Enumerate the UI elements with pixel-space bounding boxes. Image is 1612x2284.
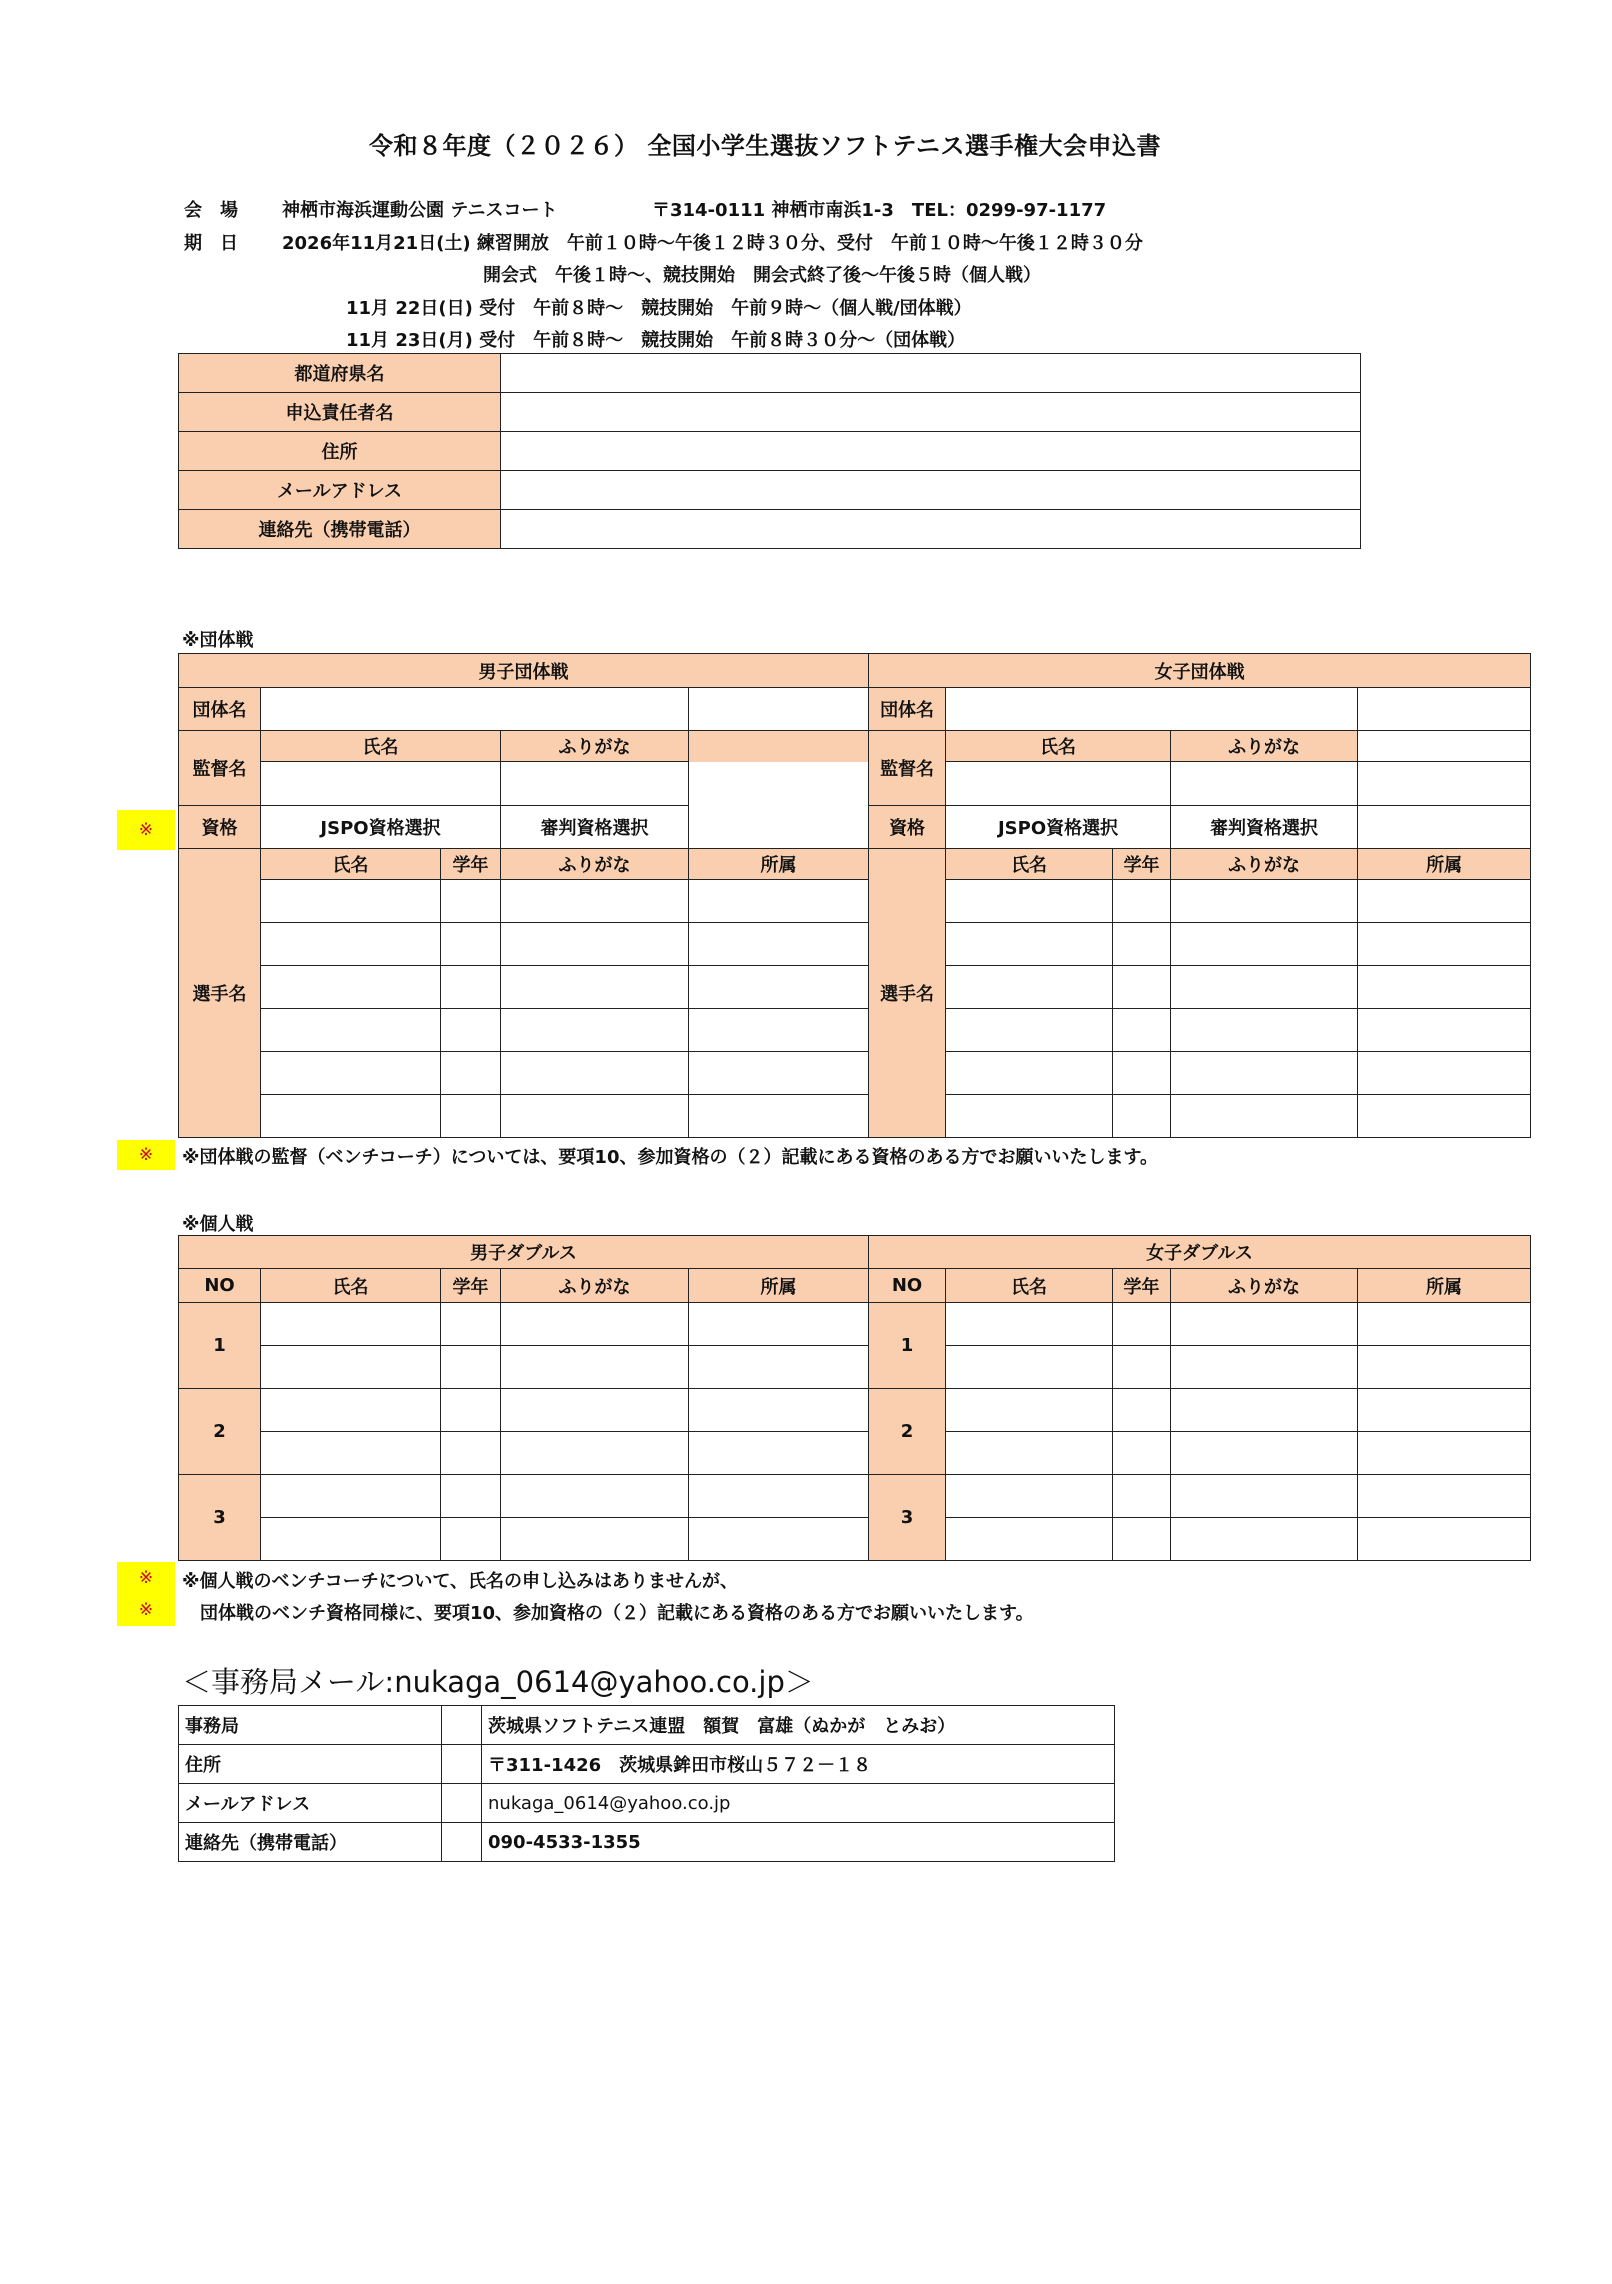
girls-doubles-name[interactable]	[946, 1518, 1113, 1561]
date-line-4: 11月 23日(月) 受付 午前８時～ 競技開始 午前８時３０分～（団体戦）	[346, 330, 966, 351]
girls-doubles-grade[interactable]	[1113, 1346, 1171, 1389]
girls-player-affiliation[interactable]	[1358, 1095, 1531, 1138]
girls-coach-furigana-col: ふりがな	[1171, 731, 1358, 762]
venue-label: 会 場	[184, 200, 238, 221]
girls-doubles-grade[interactable]	[1113, 1389, 1171, 1432]
boys-grade-col: 学年	[441, 1269, 501, 1303]
applicant-email-label: メールアドレス	[179, 471, 501, 510]
office-label: 事務局	[179, 1706, 442, 1745]
girls-player-name[interactable]	[946, 1095, 1113, 1138]
girls-pair-number: 2	[869, 1389, 946, 1475]
girls-player-grade[interactable]	[1113, 966, 1171, 1009]
girls-player-name[interactable]	[946, 880, 1113, 923]
boys-team-header: 男子団体戦	[179, 654, 869, 688]
applicant-email-field[interactable]	[501, 471, 1361, 510]
team-player-row	[179, 880, 1531, 923]
boys-doubles-grade[interactable]	[441, 1475, 501, 1518]
boys-no-col: NO	[179, 1269, 261, 1303]
venue-name: 神栖市海浜運動公園 テニスコート	[282, 200, 558, 221]
girls-team-header: 女子団体戦	[869, 654, 1531, 688]
boys-player-grade[interactable]	[441, 923, 501, 966]
team-note: ※団体戦の監督（ベンチコーチ）については、要項10、参加資格の（２）記載にある資格のある方でお願いいたします。	[182, 1147, 1159, 1168]
girls-player-name[interactable]	[946, 1009, 1113, 1052]
boys-name-col: 氏名	[261, 1269, 441, 1303]
boys-player-furigana[interactable]	[501, 923, 689, 966]
girls-pair-number: 3	[869, 1475, 946, 1561]
girls-doubles-affiliation[interactable]	[1358, 1475, 1531, 1518]
girls-pair-number: 1	[869, 1303, 946, 1389]
boys-player-affiliation[interactable]	[689, 880, 869, 923]
boys-player-name[interactable]	[261, 1052, 441, 1095]
qual-mark: ※	[117, 810, 175, 850]
date-line-1: 2026年11月21日(土) 練習開放 午前１０時～午後１２時３０分、受付 午前１０時～午後１２時３０分	[282, 233, 1143, 254]
girls-player-affiliation[interactable]	[1358, 1009, 1531, 1052]
boys-pair-number: 2	[179, 1389, 261, 1475]
girls-player-furigana-col: ふりがな	[1171, 849, 1358, 880]
team-player-row	[179, 966, 1531, 1009]
girls-doubles-grade[interactable]	[1113, 1432, 1171, 1475]
boys-affiliation-col: 所属	[689, 1269, 869, 1303]
office-title: ＜事務局メール:nukaga_0614@yahoo.co.jp＞	[182, 1665, 814, 1699]
girls-player-affiliation[interactable]	[1358, 880, 1531, 923]
boys-doubles-name[interactable]	[261, 1475, 441, 1518]
girls-doubles-name[interactable]	[946, 1389, 1113, 1432]
boys-player-furigana[interactable]	[501, 1052, 689, 1095]
applicant-prefecture-label: 都道府県名	[179, 354, 501, 393]
girls-coach-label: 監督名	[869, 731, 946, 806]
boys-coach-furigana-field[interactable]	[501, 762, 689, 806]
office-spacer	[442, 1706, 482, 1745]
girls-player-furigana[interactable]	[1171, 1052, 1358, 1095]
office-address-value: 〒311-1426 茨城県鉾田市桜山５７２－１８	[482, 1745, 1115, 1784]
applicant-person-field[interactable]	[501, 393, 1361, 432]
girls-player-grade-col: 学年	[1113, 849, 1171, 880]
girls-jspo-select[interactable]: JSPO資格選択	[946, 806, 1171, 849]
girls-players-label: 選手名	[869, 849, 946, 1138]
girls-doubles-grade[interactable]	[1113, 1518, 1171, 1561]
page-title: 令和８年度（２０２６） 全国小学生選抜ソフトテニス選手権大会申込書	[369, 132, 1161, 160]
boys-player-affiliation[interactable]	[689, 966, 869, 1009]
boys-coach-name-field[interactable]	[261, 762, 501, 806]
applicant-phone-label: 連絡先（携帯電話）	[179, 510, 501, 549]
boys-team-name-extra[interactable]	[689, 688, 869, 731]
boys-doubles-grade[interactable]	[441, 1389, 501, 1432]
team-player-row	[179, 923, 1531, 966]
girls-doubles-furigana[interactable]	[1171, 1346, 1358, 1389]
boys-doubles-name[interactable]	[261, 1432, 441, 1475]
boys-doubles-furigana[interactable]	[501, 1475, 689, 1518]
girls-player-affiliation[interactable]	[1358, 1052, 1531, 1095]
girls-doubles-name[interactable]	[946, 1346, 1113, 1389]
boys-team-name-field[interactable]	[261, 688, 689, 731]
individual-table	[178, 1235, 1531, 1561]
boys-player-name[interactable]	[261, 880, 441, 923]
boys-doubles-grade[interactable]	[441, 1432, 501, 1475]
boys-jspo-select[interactable]: JSPO資格選択	[261, 806, 501, 849]
girls-doubles-affiliation[interactable]	[1358, 1432, 1531, 1475]
girls-player-furigana[interactable]	[1171, 880, 1358, 923]
boys-doubles-affiliation[interactable]	[689, 1303, 869, 1346]
boys-coach-blank-cell	[689, 731, 869, 762]
boys-doubles-furigana[interactable]	[501, 1303, 689, 1346]
boys-pair-number: 1	[179, 1303, 261, 1389]
boys-player-grade[interactable]	[441, 1009, 501, 1052]
boys-player-grade[interactable]	[441, 1095, 501, 1138]
girls-coach-furigana-field[interactable]	[1171, 762, 1358, 806]
individual-note-mark-1: ※	[138, 1568, 154, 1588]
boys-player-name[interactable]	[261, 1009, 441, 1052]
boys-team-name-label: 団体名	[179, 688, 261, 731]
individual-note-mark-2: ※	[138, 1600, 154, 1620]
girls-doubles-grade[interactable]	[1113, 1475, 1171, 1518]
boys-player-grade[interactable]	[441, 966, 501, 1009]
boys-player-furigana[interactable]	[501, 880, 689, 923]
date-line-2: 開会式 午後１時～、競技開始 開会式終了後～午後５時（個人戦）	[483, 265, 1041, 286]
girls-doubles-affiliation[interactable]	[1358, 1346, 1531, 1389]
boys-doubles-grade[interactable]	[441, 1303, 501, 1346]
boys-coach-name-col: 氏名	[261, 731, 501, 762]
girls-doubles-name[interactable]	[946, 1432, 1113, 1475]
boys-player-furigana[interactable]	[501, 966, 689, 1009]
applicant-person-label: 申込責任者名	[179, 393, 501, 432]
boys-coach-label: 監督名	[179, 731, 261, 806]
boys-players-label: 選手名	[179, 849, 261, 1138]
girls-coach-extra-2	[1358, 762, 1531, 806]
girls-coach-name-field[interactable]	[946, 762, 1171, 806]
boys-player-furigana[interactable]	[501, 1095, 689, 1138]
office-email-label: メールアドレス	[179, 1784, 442, 1823]
doubles-row	[179, 1389, 1531, 1432]
boys-player-name[interactable]	[261, 1095, 441, 1138]
office-spacer	[442, 1745, 482, 1784]
applicant-prefecture-field[interactable]	[501, 354, 1361, 393]
boys-player-name-col: 氏名	[261, 849, 441, 880]
team-section-label: ※団体戦	[182, 630, 254, 651]
girls-doubles-furigana[interactable]	[1171, 1475, 1358, 1518]
girls-doubles-furigana[interactable]	[1171, 1303, 1358, 1346]
boys-player-affiliation[interactable]	[689, 923, 869, 966]
boys-furigana-col: ふりがな	[501, 1269, 689, 1303]
girls-doubles-furigana[interactable]	[1171, 1518, 1358, 1561]
girls-player-furigana[interactable]	[1171, 966, 1358, 1009]
boys-player-grade[interactable]	[441, 1052, 501, 1095]
boys-player-affiliation[interactable]	[689, 1052, 869, 1095]
boys-doubles-furigana[interactable]	[501, 1518, 689, 1561]
boys-doubles-furigana[interactable]	[501, 1346, 689, 1389]
individual-note-1: ※個人戦のベンチコーチについて、氏名の申し込みはありませんが、	[182, 1571, 739, 1592]
applicant-phone-field[interactable]	[501, 510, 1361, 549]
boys-player-furigana[interactable]	[501, 1009, 689, 1052]
office-table	[178, 1705, 1115, 1862]
girls-player-furigana[interactable]	[1171, 1095, 1358, 1138]
boys-doubles-affiliation[interactable]	[689, 1518, 869, 1561]
boys-player-affiliation[interactable]	[689, 1009, 869, 1052]
boys-referee-select[interactable]: 審判資格選択	[501, 806, 689, 849]
girls-referee-select[interactable]: 審判資格選択	[1171, 806, 1358, 849]
girls-team-name-label: 団体名	[869, 688, 946, 731]
girls-doubles-affiliation[interactable]	[1358, 1303, 1531, 1346]
girls-coach-name-col: 氏名	[946, 731, 1171, 762]
girls-furigana-col: ふりがな	[1171, 1269, 1358, 1303]
office-phone-value: 090-4533-1355	[482, 1823, 1115, 1862]
boys-doubles-affiliation[interactable]	[689, 1475, 869, 1518]
girls-player-grade[interactable]	[1113, 1009, 1171, 1052]
boys-doubles-affiliation[interactable]	[689, 1346, 869, 1389]
boys-coach-furigana-col: ふりがな	[501, 731, 689, 762]
boys-doubles-affiliation[interactable]	[689, 1389, 869, 1432]
girls-player-furigana[interactable]	[1171, 923, 1358, 966]
applicant-table	[178, 353, 1361, 549]
team-player-row	[179, 1009, 1531, 1052]
girls-player-grade[interactable]	[1113, 880, 1171, 923]
team-table	[178, 653, 1531, 1138]
applicant-address-label: 住所	[179, 432, 501, 471]
girls-player-name-col: 氏名	[946, 849, 1113, 880]
girls-doubles-name[interactable]	[946, 1303, 1113, 1346]
girls-qual-label: 資格	[869, 806, 946, 849]
girls-doubles-name[interactable]	[946, 1475, 1113, 1518]
office-value: 茨城県ソフトテニス連盟 額賀 富雄（ぬかが とみお）	[482, 1706, 1115, 1745]
boys-doubles-grade[interactable]	[441, 1346, 501, 1389]
girls-grade-col: 学年	[1113, 1269, 1171, 1303]
date-line-3: 11月 22日(日) 受付 午前８時～ 競技開始 午前９時～（個人戦/団体戦）	[346, 298, 972, 319]
boys-doubles-grade[interactable]	[441, 1518, 501, 1561]
girls-player-furigana[interactable]	[1171, 1009, 1358, 1052]
boys-doubles-header: 男子ダブルス	[179, 1236, 869, 1269]
venue-address: 〒314-0111 神栖市南浜1-3 TEL：0299-97-1177	[652, 200, 1107, 221]
girls-doubles-grade[interactable]	[1113, 1303, 1171, 1346]
girls-doubles-header: 女子ダブルス	[869, 1236, 1531, 1269]
boys-player-affiliation-col: 所属	[689, 849, 869, 880]
girls-name-col: 氏名	[946, 1269, 1113, 1303]
office-address-label: 住所	[179, 1745, 442, 1784]
girls-qual-extra	[1358, 806, 1531, 849]
girls-player-name[interactable]	[946, 966, 1113, 1009]
individual-note-2: 団体戦のベンチ資格同様に、要項10、参加資格の（２）記載にある資格のある方でお願いいたします。	[182, 1603, 1034, 1624]
office-spacer	[442, 1784, 482, 1823]
boys-coach-extra	[689, 762, 869, 849]
boys-pair-number: 3	[179, 1475, 261, 1561]
girls-player-affiliation-col: 所属	[1358, 849, 1531, 880]
doubles-row	[179, 1475, 1531, 1518]
girls-affiliation-col: 所属	[1358, 1269, 1531, 1303]
doubles-row	[179, 1346, 1531, 1389]
applicant-address-field[interactable]	[501, 432, 1361, 471]
boys-player-name[interactable]	[261, 923, 441, 966]
girls-player-name[interactable]	[946, 923, 1113, 966]
individual-section-label: ※個人戦	[182, 1214, 254, 1235]
date-label: 期 日	[184, 233, 238, 254]
boys-player-affiliation[interactable]	[689, 1095, 869, 1138]
team-note-mark: ※	[117, 1140, 175, 1170]
girls-coach-extra	[1358, 731, 1531, 762]
office-phone-label: 連絡先（携帯電話）	[179, 1823, 442, 1862]
team-player-row	[179, 1095, 1531, 1138]
girls-doubles-furigana[interactable]	[1171, 1432, 1358, 1475]
girls-doubles-affiliation[interactable]	[1358, 1389, 1531, 1432]
boys-doubles-name[interactable]	[261, 1389, 441, 1432]
girls-player-grade[interactable]	[1113, 1052, 1171, 1095]
boys-doubles-name[interactable]	[261, 1346, 441, 1389]
boys-doubles-affiliation[interactable]	[689, 1432, 869, 1475]
boys-doubles-furigana[interactable]	[501, 1389, 689, 1432]
girls-doubles-affiliation[interactable]	[1358, 1518, 1531, 1561]
boys-doubles-name[interactable]	[261, 1518, 441, 1561]
boys-player-furigana-col: ふりがな	[501, 849, 689, 880]
team-player-row	[179, 1052, 1531, 1095]
office-email-value[interactable]: nukaga_0614@yahoo.co.jp	[482, 1784, 1115, 1823]
girls-team-name-extra[interactable]	[1358, 688, 1531, 731]
office-spacer	[442, 1823, 482, 1862]
girls-player-grade[interactable]	[1113, 923, 1171, 966]
girls-player-affiliation[interactable]	[1358, 923, 1531, 966]
doubles-row	[179, 1432, 1531, 1475]
boys-player-grade[interactable]	[441, 880, 501, 923]
doubles-row	[179, 1303, 1531, 1346]
girls-player-name[interactable]	[946, 1052, 1113, 1095]
girls-doubles-furigana[interactable]	[1171, 1389, 1358, 1432]
girls-player-affiliation[interactable]	[1358, 966, 1531, 1009]
girls-no-col: NO	[869, 1269, 946, 1303]
boys-player-grade-col: 学年	[441, 849, 501, 880]
girls-team-name-field[interactable]	[946, 688, 1358, 731]
boys-player-name[interactable]	[261, 966, 441, 1009]
individual-note-mark-block	[117, 1562, 175, 1626]
boys-doubles-name[interactable]	[261, 1303, 441, 1346]
boys-qual-label: 資格	[179, 806, 261, 849]
girls-player-grade[interactable]	[1113, 1095, 1171, 1138]
doubles-row	[179, 1518, 1531, 1561]
boys-doubles-furigana[interactable]	[501, 1432, 689, 1475]
